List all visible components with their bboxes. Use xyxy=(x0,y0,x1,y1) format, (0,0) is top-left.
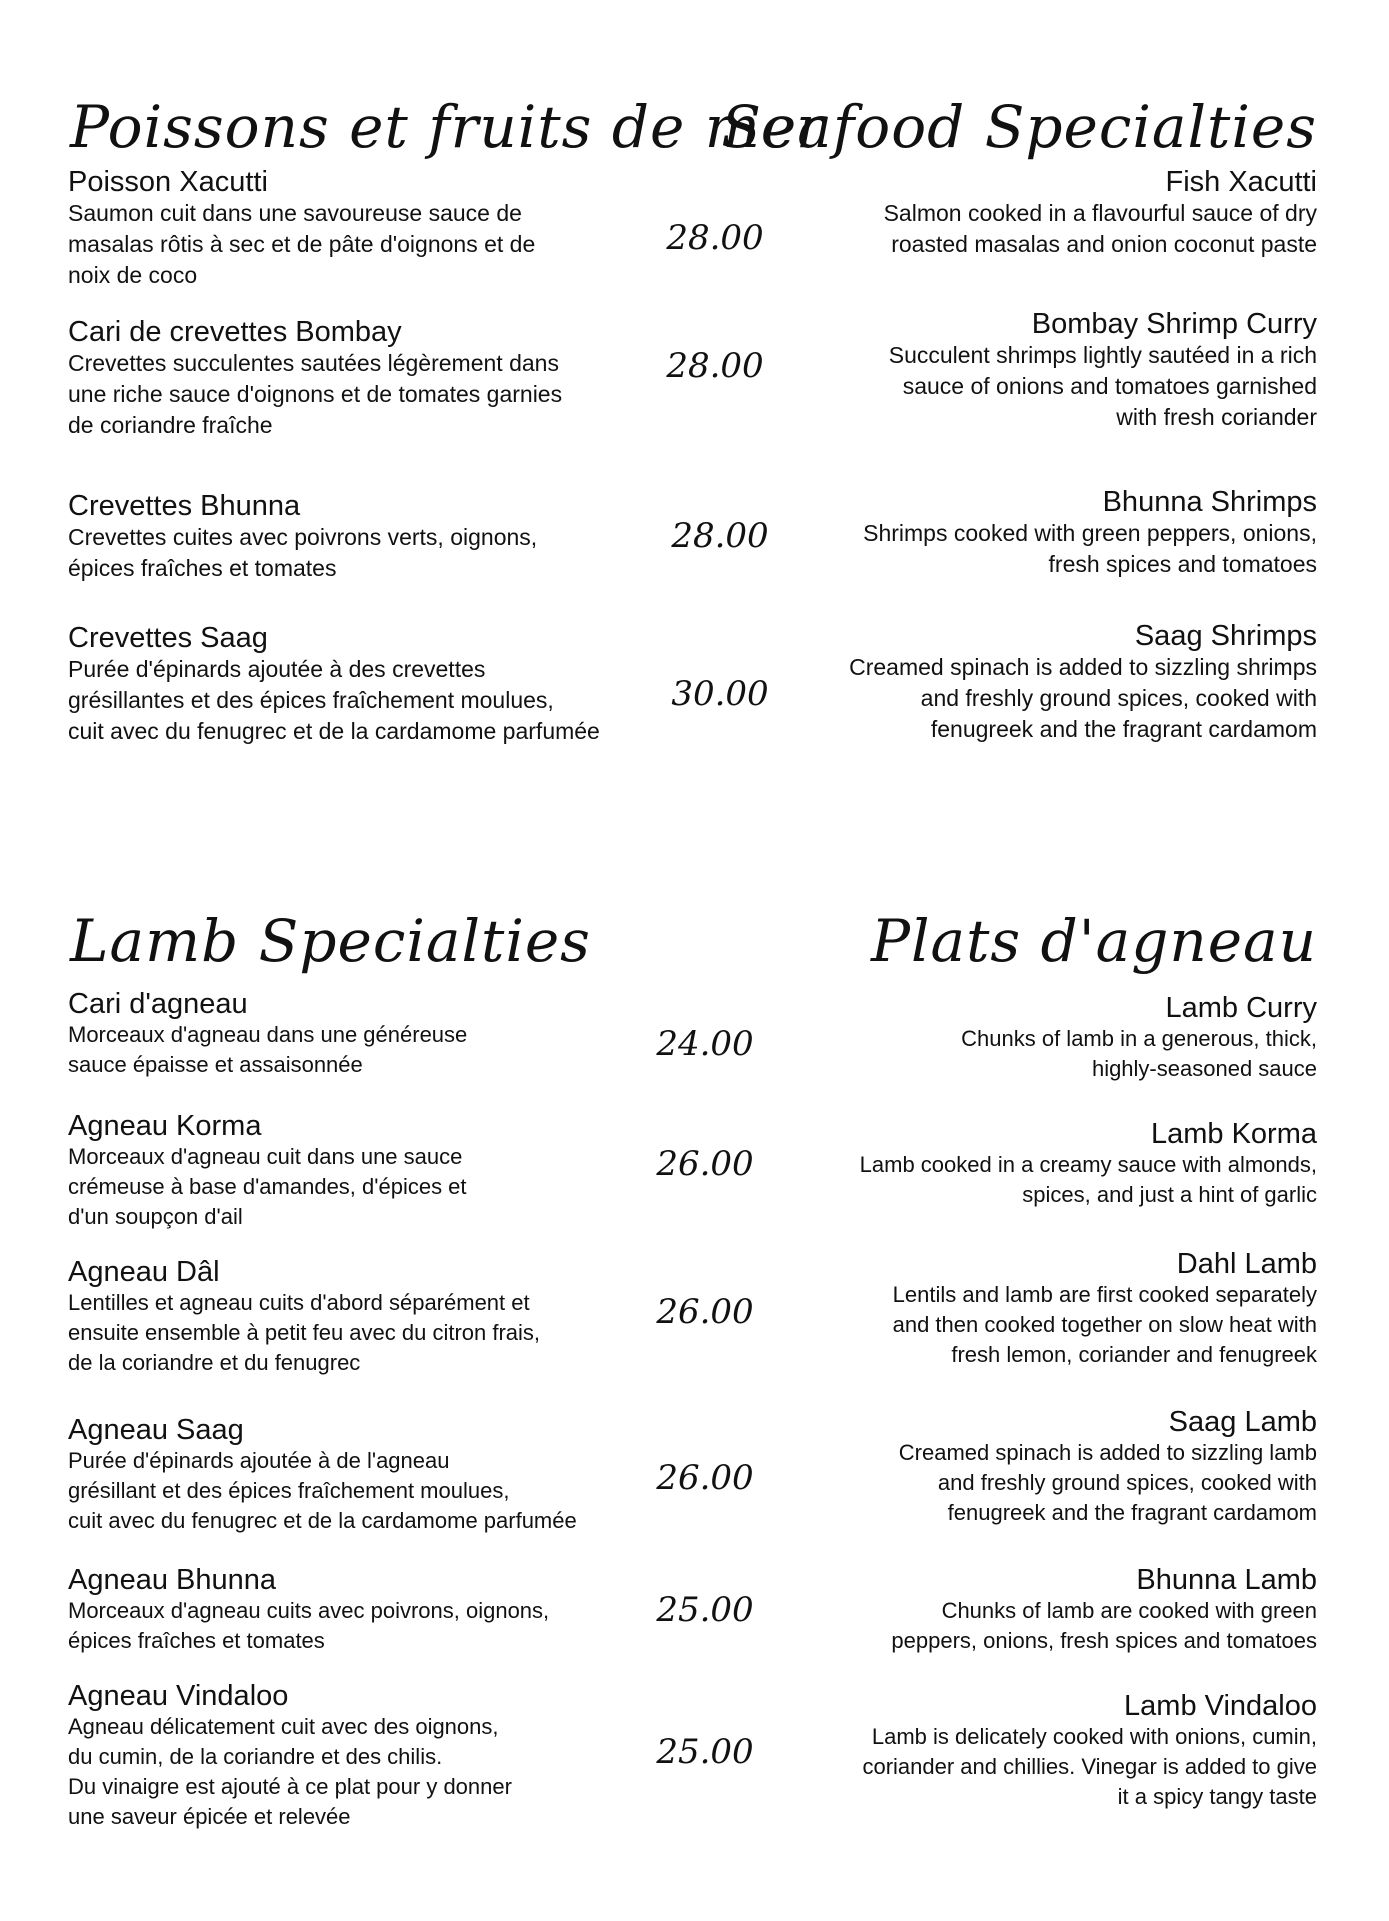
dish-price: 28.00 xyxy=(666,218,764,258)
dish-name-en: Lamb Vindaloo xyxy=(1124,1690,1317,1722)
seafood-item-fr xyxy=(68,316,668,441)
lamb-item-en xyxy=(717,992,1317,1084)
lamb-item-en xyxy=(717,1118,1317,1210)
seafood-item-en xyxy=(717,166,1317,260)
dish-name-fr: Poisson Xacutti xyxy=(68,166,268,198)
dish-desc-fr: Morceaux d'agneau cuit dans une sauce crémeuse à base d'amandes, d'épices et d'un soupçon d'ail xyxy=(68,1144,467,1229)
dish-name-en: Bhunna Lamb xyxy=(1136,1564,1317,1596)
dish-desc-fr: Crevettes cuites avec poivrons verts, oignons, épices fraîches et tomates xyxy=(68,524,538,581)
seafood-item-en xyxy=(717,308,1317,433)
dish-price: 28.00 xyxy=(671,516,769,556)
dish-name-fr: Crevettes Bhunna xyxy=(68,490,301,522)
dish-name-en: Lamb Curry xyxy=(1165,992,1317,1024)
dish-name-fr: Crevettes Saag xyxy=(68,622,268,654)
dish-desc-en: Shrimps cooked with green peppers, onions, fresh spices and tomatoes xyxy=(863,520,1317,577)
dish-name-fr: Agneau Vindaloo xyxy=(68,1680,289,1712)
seafood-item-fr xyxy=(68,622,668,747)
seafood-item-fr xyxy=(68,490,668,584)
dish-name-fr: Cari de crevettes Bombay xyxy=(68,316,402,348)
seafood-item-fr xyxy=(68,166,668,291)
lamb-title-en: Lamb Specialties xyxy=(70,907,591,975)
dish-desc-fr: Agneau délicatement cuit avec des oignons, du cumin, de la coriandre et des chilis. Du vinaigre est ajouté à ce plat pour y donner une saveur épicée et relevée xyxy=(68,1714,512,1829)
lamb-item-fr xyxy=(68,1564,668,1656)
dish-desc-en: Succulent shrimps lightly sautéed in a rich sauce of onions and tomatoes garnished with fresh coriander xyxy=(888,342,1317,430)
dish-desc-en: Lamb is delicately cooked with onions, cumin, coriander and chillies. Vinegar is added to give it a spicy tangy taste xyxy=(862,1724,1317,1809)
dish-name-en: Bhunna Shrimps xyxy=(1102,486,1317,518)
dish-desc-fr: Morceaux d'agneau dans une généreuse sauce épaisse et assaisonnée xyxy=(68,1022,468,1077)
lamb-item-fr xyxy=(68,1414,668,1536)
dish-desc-fr: Saumon cuit dans une savoureuse sauce de masalas rôtis à sec et de pâte d'oignons et de noix de coco xyxy=(68,200,536,288)
dish-desc-en: Chunks of lamb in a generous, thick, highly-seasoned sauce xyxy=(961,1026,1317,1081)
dish-name-fr: Agneau Korma xyxy=(68,1110,262,1142)
dish-price: 24.00 xyxy=(656,1024,754,1064)
dish-name-fr: Cari d'agneau xyxy=(68,988,248,1020)
dish-name-en: Bombay Shrimp Curry xyxy=(1031,308,1317,340)
seafood-item-en xyxy=(717,620,1317,745)
lamb-item-en xyxy=(717,1690,1317,1812)
dish-desc-fr: Purée d'épinards ajoutée à de l'agneau grésillant et des épices fraîchement moulues, cuit avec du fenugrec et de la cardamome parfumée xyxy=(68,1448,577,1533)
dish-desc-fr: Crevettes succulentes sautées légèrement dans une riche sauce d'oignons et de tomates garnies de coriandre fraîche xyxy=(68,350,563,438)
dish-price: 30.00 xyxy=(671,674,769,714)
dish-price: 26.00 xyxy=(656,1144,754,1184)
dish-price: 26.00 xyxy=(656,1292,754,1332)
dish-price: 25.00 xyxy=(656,1732,754,1772)
seafood-item-en xyxy=(717,486,1317,580)
lamb-item-en xyxy=(717,1406,1317,1528)
dish-desc-fr: Purée d'épinards ajoutée à des crevettes grésillantes et des épices fraîchement moulues, cuit avec du fenugrec et de la cardamome parfumée xyxy=(68,656,600,744)
dish-desc-en: Creamed spinach is added to sizzling shrimps and freshly ground spices, cooked with fenugreek and the fragrant cardamom xyxy=(849,654,1317,742)
dish-desc-en: Chunks of lamb are cooked with green peppers, onions, fresh spices and tomatoes xyxy=(891,1598,1317,1653)
dish-name-en: Saag Shrimps xyxy=(1134,620,1317,652)
dish-desc-en: Creamed spinach is added to sizzling lamb and freshly ground spices, cooked with fenugreek and the fragrant cardamom xyxy=(898,1440,1317,1525)
dish-price: 28.00 xyxy=(666,346,764,386)
dish-desc-en: Salmon cooked in a flavourful sauce of dry roasted masalas and onion coconut paste xyxy=(883,200,1317,257)
dish-price: 25.00 xyxy=(656,1590,754,1630)
dish-name-en: Fish Xacutti xyxy=(1165,166,1317,198)
lamb-item-fr xyxy=(68,1110,668,1232)
lamb-title-fr: Plats d'agneau xyxy=(870,907,1317,975)
dish-desc-fr: Lentilles et agneau cuits d'abord séparément et ensuite ensemble à petit feu avec du citron frais, de la coriandre et du fenugrec xyxy=(68,1290,541,1375)
dish-name-en: Saag Lamb xyxy=(1168,1406,1317,1438)
dish-name-fr: Agneau Bhunna xyxy=(68,1564,277,1596)
lamb-item-en xyxy=(717,1564,1317,1656)
dish-desc-en: Lamb cooked in a creamy sauce with almonds, spices, and just a hint of garlic xyxy=(859,1152,1317,1207)
dish-name-fr: Agneau Dâl xyxy=(68,1256,220,1288)
lamb-item-en xyxy=(717,1248,1317,1370)
seafood-title-en: Seafood Specialties xyxy=(721,93,1317,161)
seafood-title-fr: Poissons et fruits de mer xyxy=(70,93,825,161)
dish-name-en: Dahl Lamb xyxy=(1176,1248,1317,1280)
lamb-item-fr xyxy=(68,988,668,1080)
dish-desc-fr: Morceaux d'agneau cuits avec poivrons, oignons, épices fraîches et tomates xyxy=(68,1598,550,1653)
lamb-item-fr xyxy=(68,1256,668,1378)
dish-name-fr: Agneau Saag xyxy=(68,1414,244,1446)
dish-price: 26.00 xyxy=(656,1458,754,1498)
lamb-item-fr xyxy=(68,1680,668,1832)
dish-desc-en: Lentils and lamb are first cooked separately and then cooked together on slow heat with fresh lemon, coriander and fenugreek xyxy=(892,1282,1317,1367)
dish-name-en: Lamb Korma xyxy=(1150,1118,1317,1150)
